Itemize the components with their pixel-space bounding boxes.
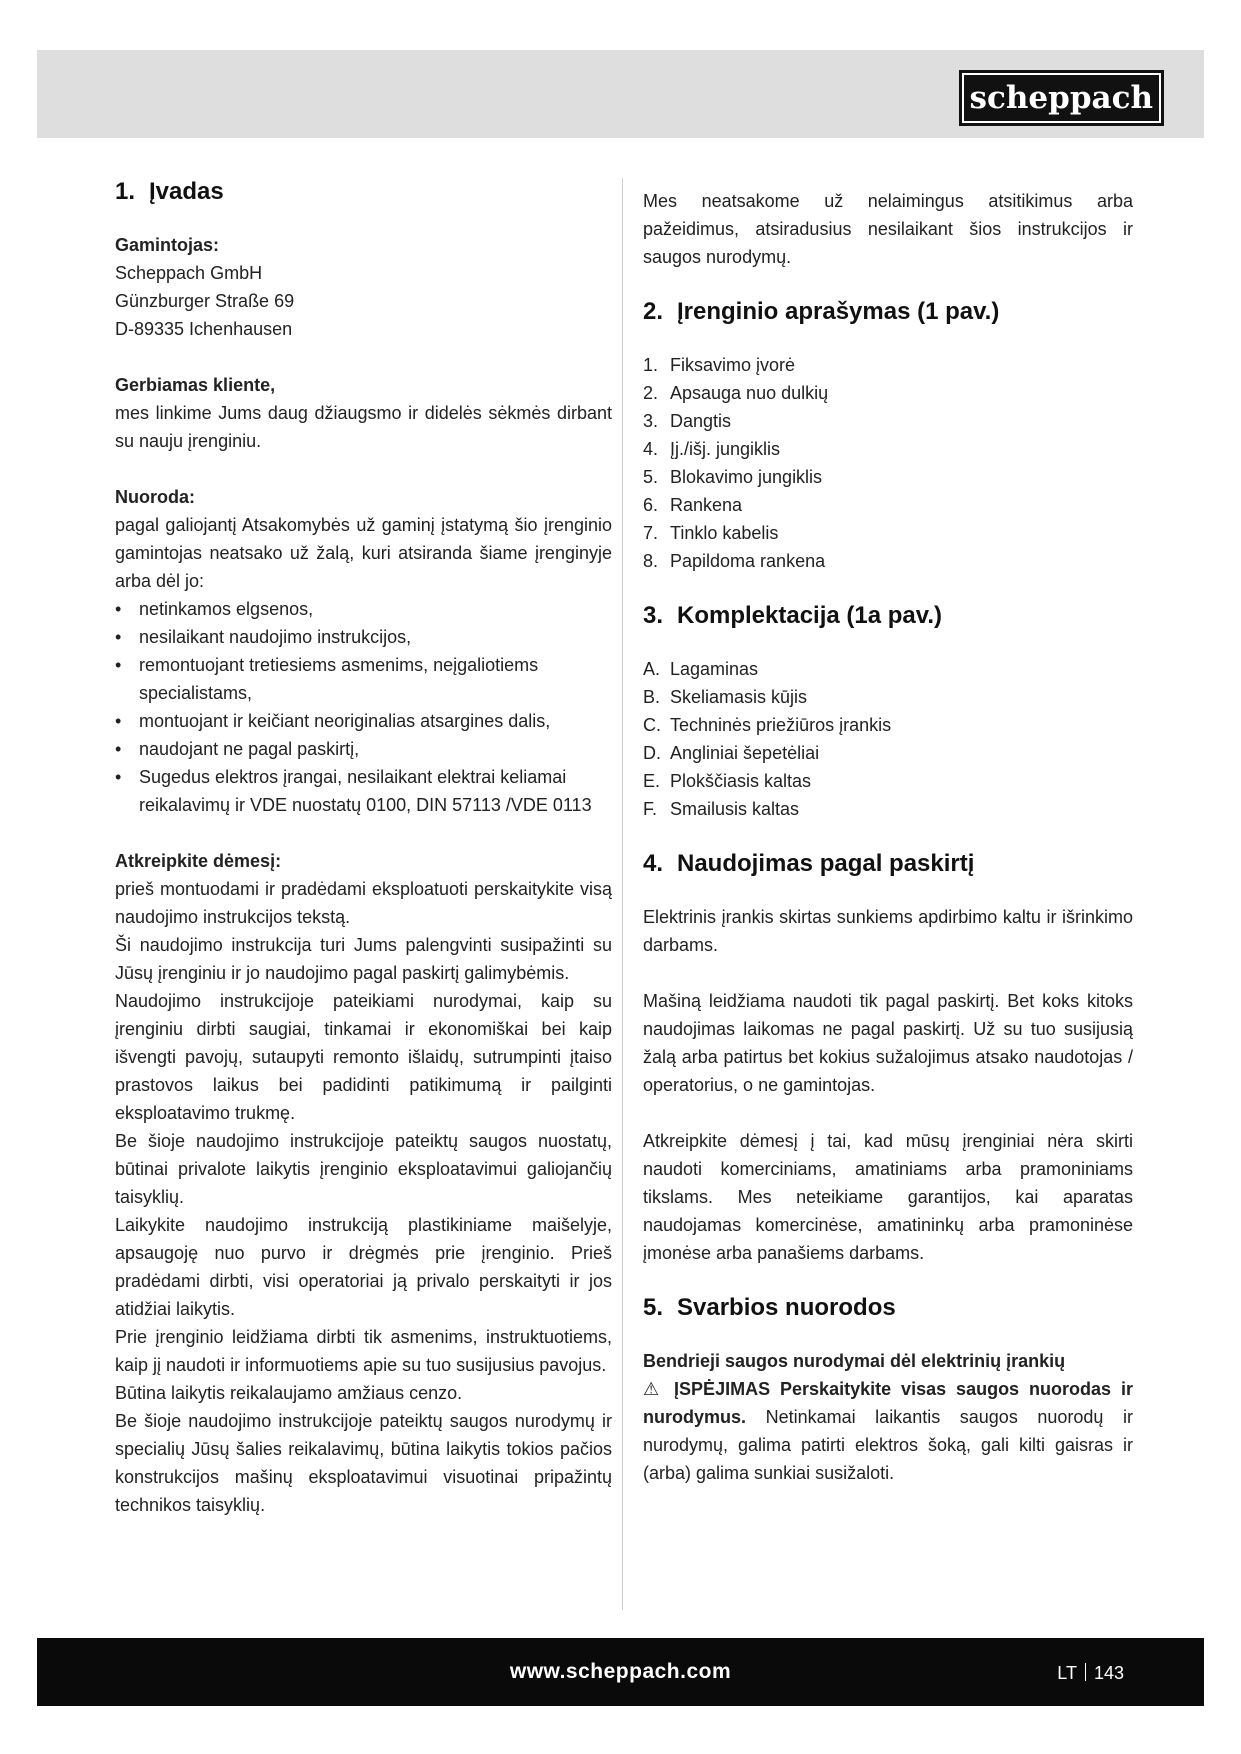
website-url: www.scheppach.com [509, 1660, 732, 1683]
scope-of-delivery-list [643, 655, 1133, 823]
list-item: 4. Įj./išj. jungiklis [643, 439, 781, 459]
list-item: 6. Rankena [643, 495, 743, 515]
list-item: A. Lagaminas [643, 659, 759, 679]
manufacturer-line: D-89335 Ichenhausen [115, 319, 293, 339]
attention-paragraph: Prie įrenginio leidžiama dirbti tik asmenims, instruktuotiems, kaip jį naudoti ir informuotiems apie su tuo susijusius pavojus. [115, 1327, 612, 1375]
greeting-text: mes linkime Jums daug džiaugsmo ir didelės sėkmės dirbant su nauju įrenginiu. [115, 403, 612, 451]
warning-triangle-icon: ⚠ [643, 1379, 665, 1399]
list-item: 7. Tinklo kabelis [643, 523, 779, 543]
section-5-heading: 5. Svarbios nuorodos [643, 1294, 896, 1321]
intended-use-paragraph: Atkreipkite dėmesį į tai, kad mūsų įrenginiai nėra skirti naudoti komerciniams, amatiniams arba pramoniniams tikslams. Mes neteikiame garantijos, kai aparatas naudojamas komercinėse, amatininkų arba pramoninėse įmonėse arba panašiems darbams. [643, 1131, 1133, 1263]
intended-use-paragraph: Elektrinis įrankis skirtas sunkiems apdirbimo kaltu ir išrinkimo darbams. [643, 907, 1133, 955]
list-item: • naudojant ne pagal paskirtį, [115, 735, 612, 763]
attention-paragraph: Be šioje naudojimo instrukcijoje pateiktų saugos nurodymų ir specialių Jūsų šalies reikalavimų, būtina laikytis tokios pačios konstrukcijos mašinų eksploatavimui visuotinai pripažintų technikos taisyklių. [115, 1411, 612, 1515]
intended-use-paragraph: Mašiną leidžiama naudoti tik pagal paskirtį. Bet koks kitoks naudojimas laikomas ne pagal paskirtį. Už su tuo susijusią žalą arba patirtus bet kokius sužalojimus atsako naudotojas / operatorius, o ne gamintojas. [643, 991, 1133, 1095]
attention-paragraph: Ši naudojimo instrukcija turi Jums palengvinti susipažinti su Jūsų įrenginiu ir jo naudojimo pagal paskirtį galimybėmis. [115, 935, 612, 983]
warning-text: Netinkamai laikantis saugos nuorodų ir nurodymų, galima patirti elektros šoką, gali kilti gaisras ir (arba) galima sunkiai susižaloti. [643, 1407, 1133, 1483]
manufacturer-line: Günzburger Straße 69 [115, 291, 295, 311]
list-item: E. Plokščiasis kaltas [643, 771, 812, 791]
section-3-heading: 3. Komplektacija (1a pav.) [643, 602, 942, 629]
list-item: 1. Fiksavimo įvorė [643, 355, 796, 375]
manufacturer-label: Gamintojas: [115, 235, 220, 255]
attention-label: Atkreipkite dėmesį: [115, 851, 282, 871]
list-item: D. Angliniai šepetėliai [643, 743, 820, 763]
left-column [115, 175, 612, 1519]
page-number: LT 143 [1057, 1663, 1124, 1683]
column-divider [622, 178, 623, 1610]
attention-paragraph: Be šioje naudojimo instrukcijoje pateiktų saugos nuostatų, būtinai privalote laikytis įrenginio eksploatavimui galiojančių taisyklių. [115, 1131, 612, 1207]
note-text: pagal galiojantį Atsakomybės už gaminį įstatymą šio įrenginio gamintojas neatsako už žalą, kuri atsiranda šiame įrenginyje arba dėl jo: [115, 515, 612, 591]
attention-paragraph: Laikykite naudojimo instrukciją plastikiniame maišelyje, apsaugoję nuo purvo ir drėgmės prie įrenginio. Prieš pradėdami dirbti, visi operatoriai ją privalo perskaityti ir jos atidžiai laikytis. [115, 1215, 612, 1319]
list-item: • remontuojant tretiesiems asmenims, neįgaliotiems specialistams, [115, 651, 612, 707]
liability-intro: Mes neatsakome už nelaimingus atsitikimus arba pažeidimus, atsiradusius nesilaikant šios instrukcijos ir saugos nurodymų. [643, 191, 1133, 267]
section-2-heading: 2. Įrenginio aprašymas (1 pav.) [643, 298, 1000, 325]
list-item: • nesilaikant naudojimo instrukcijos, [115, 623, 612, 651]
list-item: 3. Dangtis [643, 411, 732, 431]
list-item: F. Smailusis kaltas [643, 799, 800, 819]
scheppach-logo: scheppach [959, 70, 1164, 126]
attention-paragraph: prieš montuodami ir pradėdami eksploatuoti perskaitykite visą naudojimo instrukcijos tekstą. [115, 879, 612, 927]
attention-paragraph: Naudojimo instrukcijoje pateikiami nurodymai, kaip su įrenginiu dirbti saugiai, tinkamai ir ekonomiškai bei kaip išvengti pavojų, sutaupyti remonto išlaidų, sutrumpinti įtaiso prastovos laikus bei padidinti patikimumą ir pailginti eksploatavimo trukmę. [115, 991, 612, 1123]
note-label: Nuoroda: [115, 487, 195, 507]
list-item: C. Techninės priežiūros įrankis [643, 715, 892, 735]
warning-bold-text: ĮSPĖJIMAS Perskaitykite visas saugos nuorodas ir nurodymus. [643, 1379, 1133, 1427]
list-item: • netinkamos elgsenos, [115, 595, 612, 623]
list-item: 5. Blokavimo jungiklis [643, 467, 823, 487]
list-item: 8. Papildoma rankena [643, 551, 826, 571]
header-band [37, 50, 1204, 138]
attention-paragraph: Būtina laikytis reikalaujamo amžiaus cenzo. [115, 1383, 463, 1403]
section-4-heading: 4. Naudojimas pagal paskirtį [643, 850, 975, 877]
footer-bar [37, 1638, 1204, 1706]
list-item: B. Skeliamasis kūjis [643, 687, 808, 707]
list-item: 2. Apsauga nuo dulkių [643, 383, 829, 403]
list-item: • Sugedus elektros įrangai, nesilaikant elektrai keliamai reikalavimų ir VDE nuostatų 0100, DIN 57113 /VDE 0113 [115, 763, 612, 819]
manufacturer-line: Scheppach GmbH [115, 263, 263, 283]
section-1-heading: 1. Įvadas [115, 178, 224, 205]
device-parts-list [643, 351, 1133, 575]
liability-bullet-list [115, 595, 612, 819]
list-item: • montuojant ir keičiant neoriginalias atsargines dalis, [115, 707, 612, 735]
greeting-label: Gerbiamas kliente, [115, 375, 276, 395]
right-column [643, 187, 1133, 1487]
warning-paragraph [643, 1375, 1133, 1487]
safety-subtitle: Bendrieji saugos nurodymai dėl elektrinių įrankių [643, 1351, 1066, 1371]
